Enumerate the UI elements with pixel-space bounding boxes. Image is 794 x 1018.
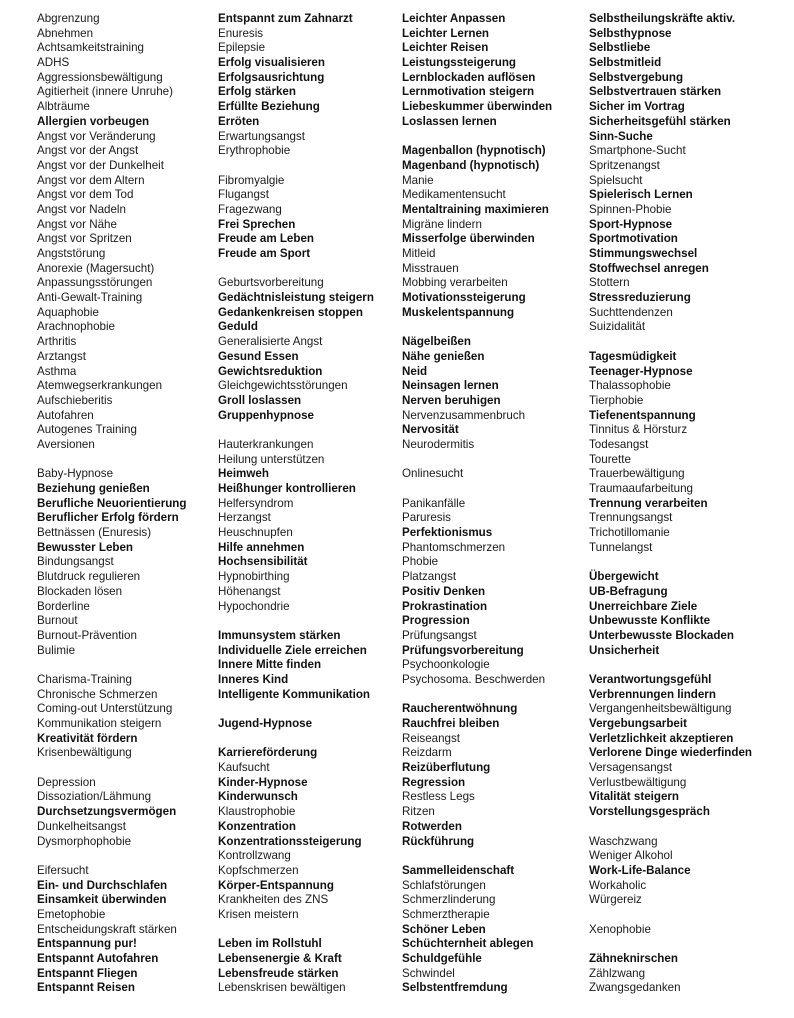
topic-item: Mitleid [402,247,436,260]
group-spacer [218,702,374,717]
topic-item: Stoffwechsel anregen [589,261,709,275]
topic-item: Rauchfrei bleiben [402,717,500,730]
topic-item: Traumaaufarbeitung [589,482,693,495]
topic-item: Individuelle Ziele erreichen [218,643,367,657]
topic-item: Work-Life-Balance [589,863,691,877]
topic-item: Helfersyndrom [218,496,294,510]
topic-item: Aversionen [37,437,95,451]
topic-item: Paruresis [402,511,451,525]
topic-item: Hilfe annehmen [218,540,305,554]
topic-item: Prüfungsangst [402,628,477,642]
topic-item: Suizidalität [589,320,646,334]
topic-item: Kontrollzwang [218,849,291,863]
topic-item: Karriereförderung [218,746,318,760]
topic-item: Innere Mitte finden [218,658,322,672]
topic-item: Verbrennungen lindern [589,687,716,701]
topic-item: Autofahren [37,408,94,422]
topic-item: Loslassen lernen [402,114,497,128]
topic-item: Tiefenentspannung [589,408,696,422]
topic-item: Angst vor Veränderung [37,129,156,143]
topic-item: Lebensfreude stärken [218,966,339,980]
topic-column-2 [218,12,374,996]
topic-item: Ein- und Durchschlafen [37,878,168,892]
topic-item: Schüchternheit ablegen [402,937,534,951]
topic-item: Kinder-Hypnose [218,775,308,789]
topic-item: Allergien vorbeugen [37,114,150,128]
topic-item: Angst vor der Dunkelheit [37,158,164,172]
topic-item: Enuresis [218,26,264,40]
topic-item: Rückführung [402,834,475,848]
topic-item: Tourette [589,452,631,466]
topic-item: Körper-Entspannung [218,878,334,892]
topic-item: Lernmotivation steigern [402,85,535,99]
topic-item: Erfüllte Beziehung [218,100,320,114]
topic-item: Fragezwang [218,202,282,216]
topic-item: Unerreichbare Ziele [589,599,698,613]
topic-item: Fibromyalgie [218,173,285,187]
group-spacer [218,423,374,438]
topic-item: Unterbewusste Blockaden [589,628,734,642]
group-spacer [402,320,552,335]
topic-item: Kinderwunsch [218,790,298,804]
topic-item: Psychosoma. Beschwerden [402,672,546,686]
topic-item: Progression [402,614,470,628]
topic-item: Groll loslassen [218,393,302,407]
topic-item: Selbstvergebung [589,70,684,84]
group-spacer [37,658,186,673]
topic-item: Versagensangst [589,761,673,775]
topic-item: Todesangst [589,437,649,451]
topic-item: Schöner Leben [402,922,486,936]
topic-item: Ritzen [402,805,435,819]
topic-item: Reiseangst [402,731,461,745]
topic-item: Hochsensibilität [218,555,308,569]
topic-item: Sicher im Vortrag [589,100,685,114]
topic-item: Erröten [218,114,260,128]
topic-item: Bindungsangst [37,555,114,569]
topic-item: Einsamkeit überwinden [37,893,167,907]
topic-item: Misserfolge überwinden [402,232,535,246]
topic-item: Anti-Gewalt-Training [37,291,143,305]
topic-item: Arztangst [37,349,86,363]
topic-item: Angst vor der Angst [37,144,139,158]
topic-item: Dunkelheitsangst [37,819,126,833]
group-spacer [218,732,374,747]
topic-item: Positiv Denken [402,584,486,598]
topic-item: Flugangst [218,188,269,202]
topic-item: Erythrophobie [218,144,291,158]
group-spacer [402,453,552,468]
topic-item: Frei Sprechen [218,217,296,231]
topic-item: Schmerztherapie [402,907,490,921]
topic-column-3 [402,12,552,996]
topic-item: Selbstmitleid [589,56,662,70]
topic-item: Nähe genießen [402,349,485,363]
topic-item: Spielerisch Lernen [589,188,693,202]
topic-item: Eifersucht [37,863,89,877]
topic-item: Phobie [402,555,439,569]
topic-item: Zählzwang [589,966,646,980]
topic-item: Albträume [37,100,90,114]
topic-item: Heilung unterstützen [218,452,325,466]
topic-item: Konzentrationssteigerung [218,834,362,848]
topic-item: Tunnelangst [589,540,653,554]
topic-item: Zähneknirschen [589,952,678,965]
topic-item: Schuldgefühle [402,952,482,965]
group-spacer [218,262,374,277]
group-spacer [589,658,752,673]
topic-item: Abgrenzung [37,12,100,25]
topic-item: Kaufsucht [218,761,270,775]
topic-item: Angst vor dem Tod [37,188,134,202]
topic-item: Nervosität [402,423,459,437]
group-spacer [218,159,374,174]
topic-item: Entscheidungskraft stärken [37,922,177,936]
topic-item: Medikamentensucht [402,188,506,202]
group-spacer [402,849,552,864]
group-spacer [589,937,752,952]
topic-item: Neinsagen lernen [402,379,499,393]
topic-item: Leichter Reisen [402,41,489,55]
topic-item: Gewichtsreduktion [218,364,323,378]
topic-item: Anorexie (Magersucht) [37,261,155,275]
topic-item: Magenballon (hypnotisch) [402,144,546,158]
topic-item: Höhenangst [218,584,281,598]
topic-item: Agitierheit (innere Unruhe) [37,85,173,99]
topic-item: Kreativität fördern [37,731,138,745]
topic-item: Lebensenergie & Kraft [218,952,342,965]
topic-item: Hauterkrankungen [218,437,314,451]
topic-item: Gesund Essen [218,349,299,363]
topic-item: Suchttendenzen [589,305,673,319]
topic-item: Prüfungsvorbereitung [402,643,524,657]
topic-item: Tinnitus & Hörsturz [589,423,688,437]
topic-item: Erfolgsausrichtung [218,70,325,84]
topic-item: Inneres Kind [218,672,289,686]
topic-item: Rotwerden [402,819,462,833]
topic-item: Baby-Hypnose [37,467,114,481]
topic-item: Borderline [37,599,90,613]
topic-item: Thalassophobie [589,379,671,393]
topic-item: Angst vor dem Altern [37,173,145,187]
topic-item: Spielsucht [589,173,643,187]
topic-item: Verlorene Dinge wiederfinden [589,746,752,760]
topic-item: Prokrastination [402,599,488,613]
topic-item: Entspannt zum Zahnarzt [218,12,353,25]
group-spacer [402,688,552,703]
topic-item: Dissoziation/Lähmung [37,790,152,804]
topic-item: Leben im Rollstuhl [218,937,322,951]
topic-item: Würgereiz [589,893,642,907]
topic-item: Klaustrophobie [218,805,296,819]
topic-item: Schwindel [402,966,455,980]
topic-item: Arthritis [37,335,77,349]
group-spacer [218,923,374,938]
topic-item: Burnout-Prävention [37,628,137,642]
group-spacer [402,482,552,497]
topic-item: Manie [402,173,434,187]
topic-item: Angst vor Nähe [37,217,117,231]
topic-item: Smartphone-Sucht [589,144,686,158]
topic-item: UB-Befragung [589,584,668,598]
topic-item: Workaholic [589,878,647,892]
topic-item: Verletzlichkeit akzeptieren [589,731,734,745]
topic-item: Chronische Schmerzen [37,687,158,701]
topic-item: Asthma [37,364,77,378]
topic-item: Trennungsangst [589,511,673,525]
topic-item: Hypnobirthing [218,570,290,584]
topic-item: Leichter Lernen [402,26,489,40]
topic-item: Freude am Sport [218,247,311,260]
topic-item: Kommunikation steigern [37,717,162,730]
topic-item: Emetophobie [37,907,106,921]
topic-item: Sport-Hypnose [589,217,673,231]
topic-item: Burnout [37,614,78,628]
topic-item: Muskelentspannung [402,305,515,319]
topic-item: Geburtsvorbereitung [218,276,324,290]
topic-item: Entspannt Autofahren [37,952,159,965]
topic-item: Blockaden lösen [37,584,123,598]
topic-item: Herzangst [218,511,271,525]
topic-item: Nerven beruhigen [402,393,501,407]
topic-item: Coming-out Unterstützung [37,702,173,716]
topic-item: Psychoonkologie [402,658,490,672]
topic-item: Stressreduzierung [589,291,691,305]
topic-item: Verantwortungsgefühl [589,672,712,686]
topic-item: Lebenskrisen bewältigen [218,981,346,995]
topic-item: Erwartungsangst [218,129,305,143]
topic-item: Gedankenkreisen stoppen [218,305,363,319]
topic-item: Jugend-Hypnose [218,717,313,730]
topic-item: Atemwegserkrankungen [37,379,163,393]
topic-item: Vergangenheitsbewältigung [589,702,732,716]
group-spacer [37,453,186,468]
topic-item: Depression [37,775,96,789]
topic-item: Beruflicher Erfolg fördern [37,511,179,525]
topic-item: Schmerzlinderung [402,893,496,907]
topic-item: Abnehmen [37,26,94,40]
topic-item: Weniger Alkohol [589,849,673,863]
topic-item: Leistungssteigerung [402,56,517,70]
topic-item: Mentaltraining maximieren [402,202,549,216]
topic-item: Übergewicht [589,570,659,584]
topic-item: Krisen meistern [218,907,299,921]
topic-item: Berufliche Neuorientierung [37,496,187,510]
topic-item: Selbstheilungskräfte aktiv. [589,12,736,25]
topic-item: Panikanfälle [402,496,466,510]
topic-item: Beziehung genießen [37,482,150,495]
topic-item: Krisenbewältigung [37,746,132,760]
topic-item: Selbsthypnose [589,26,672,40]
topic-item: Krankheiten des ZNS [218,893,329,907]
topic-item: Selbstentfremdung [402,981,508,995]
topic-item: Heißhunger kontrollieren [218,482,356,495]
topic-item: Aquaphobie [37,305,99,319]
group-spacer [402,130,552,145]
topic-item: Trennung verarbeiten [589,496,708,510]
topic-item: Heimweh [218,467,269,481]
topic-item: Intelligente Kommunikation [218,687,371,701]
topic-item: Epilepsie [218,41,266,55]
topic-item: Bettnässen (Enuresis) [37,526,152,540]
group-spacer [37,849,186,864]
topic-item: Aufschieberitis [37,393,113,407]
topic-item: Entspannt Reisen [37,981,135,995]
topic-item: Schlafstörungen [402,878,486,892]
topic-item: Autogenes Training [37,423,137,437]
topic-item: Anpassungsstörungen [37,276,153,290]
group-spacer [589,335,752,350]
group-spacer [589,908,752,923]
topic-item: Dysmorphophobie [37,834,132,848]
topic-item: Trichotillomanie [589,526,670,540]
topic-item: Misstrauen [402,261,459,275]
topic-item: Vitalität steigern [589,790,679,804]
topic-item: Tagesmüdigkeit [589,349,677,363]
topic-column-1 [37,12,186,996]
topic-item: Restless Legs [402,790,475,804]
topic-item: Waschzwang [589,834,658,848]
topic-item: Raucherentwöhnung [402,702,518,716]
topic-item: Leichter Anpassen [402,12,506,25]
group-spacer [589,555,752,570]
topic-item: Sportmotivation [589,232,678,246]
topic-item: Reizdarm [402,746,452,760]
topic-item: Geduld [218,320,258,334]
topic-column-4 [589,12,752,996]
topic-item: Selbstliebe [589,41,651,55]
topic-item: Sinn-Suche [589,129,653,143]
topic-item: Spinnen-Phobie [589,202,672,216]
topic-item: Arachnophobie [37,320,115,334]
topic-item: Nägelbeißen [402,335,471,349]
topic-item: Migräne lindern [402,217,482,231]
topic-item: Charisma-Training [37,672,132,686]
topic-item: Bulimie [37,643,76,657]
topic-item: Durchsetzungsvermögen [37,805,177,819]
topic-item: Heuschnupfen [218,526,293,540]
topic-item: Selbstvertrauen stärken [589,85,722,99]
topic-item: Platzangst [402,570,457,584]
topic-item: Trauerbewältigung [589,467,685,481]
topic-item: Zwangsgedanken [589,981,681,995]
topic-item: Kopfschmerzen [218,863,299,877]
topic-item: Unsicherheit [589,643,660,657]
topic-item: Blutdruck regulieren [37,570,141,584]
topic-item: Sammelleidenschaft [402,863,515,877]
topic-item: Angst vor Nadeln [37,202,126,216]
topic-item: Lernblockaden auflösen [402,70,536,84]
topic-item: Perfektionismus [402,526,493,540]
topic-item: Verlustbewältigung [589,775,687,789]
topic-item: Erfolg visualisieren [218,56,325,70]
group-spacer [37,761,186,776]
topic-item: Teenager-Hypnose [589,364,693,378]
topic-item: Neid [402,364,428,378]
topic-item: Entspannt Fliegen [37,966,138,980]
topic-item: Magenband (hypnotisch) [402,158,540,172]
topic-item: Erfolg stärken [218,85,296,99]
topic-item: Reizüberflutung [402,761,491,775]
topic-item: Onlinesucht [402,467,464,481]
topic-item: Angststörung [37,247,106,260]
topic-item: Liebeskummer überwinden [402,100,553,114]
topic-item: Vorstellungsgespräch [589,805,710,819]
topic-item: Phantomschmerzen [402,540,506,554]
topic-item: Sicherheitsgefühl stärken [589,114,731,128]
topic-item: Entspannung pur! [37,937,137,951]
topic-item: Spritzenangst [589,158,660,172]
topic-item: Motivationssteigerung [402,291,526,305]
topic-item: Unbewusste Konflikte [589,614,711,628]
topic-item: Xenophobie [589,922,651,936]
topic-item: Stimmungswechsel [589,247,698,260]
topic-item: Regression [402,775,466,789]
topic-item: Mobbing verarbeiten [402,276,508,290]
topic-item: Gruppenhypnose [218,408,314,422]
topic-item: Achtsamkeitstraining [37,41,144,55]
topic-item: Freude am Leben [218,232,314,246]
topic-item: Angst vor Spritzen [37,232,132,246]
topic-item: ADHS [37,56,70,70]
topic-item: Gleichgewichtsstörungen [218,379,348,393]
topic-item: Stottern [589,276,630,290]
topic-item: Neurodermitis [402,437,475,451]
topic-item: Immunsystem stärken [218,628,341,642]
topic-item: Nervenzusammenbruch [402,408,526,422]
topic-item: Generalisierte Angst [218,335,323,349]
topic-item: Gedächtnisleistung steigern [218,291,374,305]
topic-item: Tierphobie [589,393,644,407]
group-spacer [589,820,752,835]
group-spacer [218,614,374,629]
topic-item: Vergebungsarbeit [589,717,687,730]
topic-item: Aggressionsbewältigung [37,70,163,84]
topic-item: Bewusster Leben [37,540,133,554]
topic-item: Konzentration [218,819,296,833]
topic-item: Hypochondrie [218,599,290,613]
